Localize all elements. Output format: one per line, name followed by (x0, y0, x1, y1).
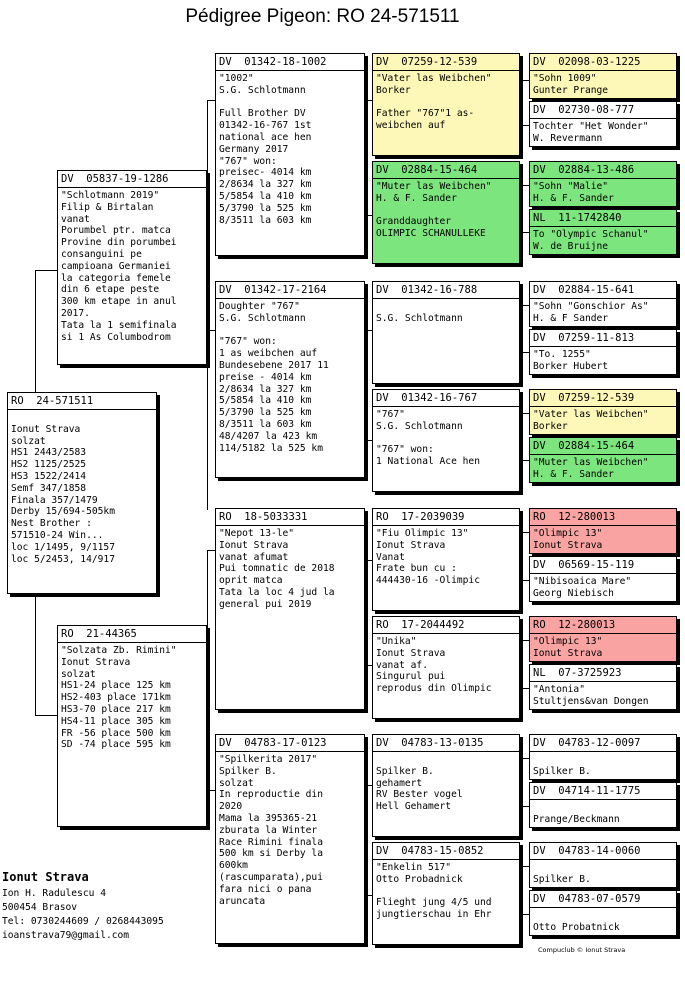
pigeon-info-line: Borker (376, 84, 411, 96)
pigeon-info-line: Otto Probatnick (533, 921, 620, 933)
pigeon-box-mmm (372, 842, 520, 945)
pigeon-info-line: gehamert (376, 777, 423, 789)
ring-number: NL 07-3725923 (530, 665, 676, 682)
pigeon-info-line: Spilker B. (219, 765, 277, 777)
pigeon-info-line: (rascumparata),pui (219, 871, 323, 883)
pigeon-info-line: Semf 347/1858 (11, 482, 87, 494)
pigeon-info-line: Ionut Strava (219, 539, 289, 551)
pigeon-info-line: 444430-16 -Olimpic (376, 575, 480, 587)
connector-line (207, 100, 215, 101)
connector-line (520, 125, 529, 126)
pigeon-info-line: Bundesebene 2017 11 (219, 359, 329, 371)
connector-line (207, 790, 215, 791)
pigeon-info-line: Ionut Strava (533, 539, 603, 551)
ring-number: RO 21-44365 (58, 626, 206, 643)
pigeon-info-line: 2020 (219, 801, 243, 813)
pigeon-info-line: Tochter "Het Wonder" (533, 121, 649, 132)
pigeon-info-line: HS2-403 place 171km (61, 692, 171, 704)
pigeon-info-line: Full Brother DV (219, 108, 306, 120)
pigeon-info-line: "Vater las Weibchen" (376, 73, 492, 84)
pigeon-info-line: 2017. (61, 307, 90, 319)
owner-name: Ionut Strava (2, 870, 89, 884)
connector-line (35, 594, 36, 716)
ring-number: DV 02098-03-1225 (530, 54, 676, 71)
pigeon-info-line (216, 325, 364, 337)
pigeon-info-line: H. & F. Sander (533, 192, 614, 204)
pigeon-box-g16 (529, 890, 677, 936)
pigeon-info-line: S.G. Schlotmann (376, 420, 463, 432)
pigeon-box-mfm (372, 616, 520, 719)
connector-line (35, 715, 57, 716)
pigeon-box-father (57, 170, 207, 365)
pigeon-info-line: vanat afumat (219, 551, 289, 563)
pigeon-box-g10 (529, 556, 677, 602)
pigeon-info-line: preisec- 4014 km (219, 167, 312, 179)
owner-email[interactable]: ioanstrava79@gmail.com (2, 930, 130, 941)
pigeon-info-line (216, 97, 364, 109)
connector-line (520, 460, 529, 461)
pigeon-info-line: 8/3511 la 603 km (219, 418, 312, 430)
pigeon-info-line: vanat (61, 213, 90, 225)
pigeon-info-line: zburata la Winter (219, 824, 318, 836)
pigeon-info-line: Race Rimini finala (219, 836, 323, 848)
pigeon-info-line: OLIMPIC SCHANULLEKE (376, 228, 486, 240)
pigeon-info-line: Frate bun cu : (376, 563, 457, 575)
pigeon-info-line: Finala 357/1479 (11, 494, 98, 506)
pigeon-info-line: Mama la 395365-21 (219, 812, 318, 824)
pigeon-info-line: 2/8634 la 327 km (219, 383, 312, 395)
pigeon-info-line: general pui 2019 (219, 598, 312, 610)
pigeon-info-line: 5/5854 la 410 km (219, 190, 312, 202)
pigeon-info-line (373, 433, 519, 445)
connector-line (35, 270, 36, 392)
pigeon-box-g15 (529, 842, 677, 888)
ring-number: RO 17-2044492 (373, 617, 519, 634)
pigeon-info-line: Provine din porumbei (61, 237, 177, 249)
ring-number: DV 02884-15-464 (530, 438, 676, 455)
pigeon-box-g4 (529, 209, 677, 255)
pigeon-info-line: H. & F Sander (533, 312, 609, 324)
pigeon-info-line: SD -74 place 595 km (61, 739, 171, 751)
pigeon-info-line: 01342-16-767 1st (219, 120, 312, 132)
pigeon-info-line: Borker (533, 420, 568, 432)
pigeon-info-line: W. de Bruijne (533, 240, 609, 252)
ring-number: NL 11-1742840 (530, 210, 676, 227)
connector-line (520, 640, 529, 641)
pigeon-box-g14 (529, 782, 677, 828)
pigeon-box-mmf (372, 734, 520, 837)
pigeon-info-line: "Fiu Olimpic 13" (376, 528, 469, 539)
pigeon-info-line: Ionut Strava (61, 656, 131, 668)
pigeon-info-line: din 6 etape peste (61, 284, 160, 296)
pigeon-info-line: si 1 As Columbodrom (61, 331, 171, 343)
ring-number: DV 02884-13-486 (530, 162, 676, 179)
connector-line (520, 352, 529, 353)
pigeon-info-line: Ionut Strava (376, 539, 446, 551)
ring-number: DV 01342-16-788 (373, 282, 519, 299)
connector-line (520, 232, 529, 233)
pigeon-info-line: HS2 1125/2525 (11, 459, 87, 471)
pigeon-info-line: W. Revermann (533, 132, 603, 144)
pigeon-box-fmf (372, 281, 520, 384)
ring-number: RO 24-571511 (8, 393, 156, 410)
pigeon-info-line: solzat (61, 668, 96, 680)
pigeon-info-line: HS3 1522/2414 (11, 470, 87, 482)
connector-line (520, 532, 529, 533)
ring-number: DV 01342-16-767 (373, 390, 519, 407)
connector-line (207, 330, 215, 331)
pigeon-info-line: Porumbel ptr. matca (61, 225, 171, 237)
pigeon-info-line: Flieght jung 4/5 und (376, 897, 492, 909)
pigeon-box-g2 (529, 101, 677, 147)
pigeon-info-line: consanguini pe (61, 248, 142, 260)
pigeon-info-line: Tata la 1 semifinala (61, 319, 177, 331)
pigeon-info-line: Filip & Birtalan (61, 201, 154, 213)
pigeon-info-line: 300 km etape in anul (61, 296, 177, 308)
connector-line (520, 688, 529, 689)
pigeon-info-line: "767" (376, 409, 405, 420)
ring-number: RO 17-2039039 (373, 509, 519, 526)
pigeon-info-line: 600km (219, 860, 248, 872)
pigeon-info-line: "767" won: (219, 155, 277, 167)
connector-line (365, 215, 372, 216)
pigeon-info-line: 1 as weibchen auf (219, 348, 318, 360)
pigeon-info-line: Spilker B. (533, 765, 591, 777)
pigeon-info-line: 48/4207 la 423 km (219, 430, 318, 442)
pigeon-info-line: HS4-11 place 305 km (61, 715, 171, 727)
connector-line (520, 580, 529, 581)
pigeon-info-line (530, 802, 676, 814)
ring-number: DV 06569-15-119 (530, 557, 676, 574)
ring-number: DV 04783-17-0123 (216, 735, 364, 752)
connector-line (520, 758, 529, 759)
pigeon-info-line: Nest Brother : (11, 518, 92, 530)
pigeon-box-g13 (529, 734, 677, 780)
connector-line (520, 185, 529, 186)
pigeon-box-fff (372, 53, 520, 156)
pigeon-info-line: Prange/Beckmann (533, 813, 620, 825)
ring-number: DV 04783-14-0060 (530, 843, 676, 860)
pigeon-box-g8 (529, 437, 677, 483)
pigeon-info-line: H. & F. Sander (533, 468, 614, 480)
pigeon-info-line: vanat af. (376, 659, 428, 671)
owner-address-line1: Ion H. Radulescu 4 (2, 888, 106, 899)
pigeon-info-line: jungtierschau in Ehr (376, 909, 492, 921)
pigeon-box-fm (215, 281, 365, 478)
pigeon-info-line: S.G. Schlotmann (376, 312, 463, 324)
pigeon-info-line: Ionut Strava (533, 647, 603, 659)
connector-line (365, 440, 372, 441)
copyright-note: Compuclub © Ionut Strava (538, 946, 626, 954)
owner-address-line2: 500454 Brasov (2, 902, 78, 913)
pigeon-box-mff (372, 508, 520, 611)
pigeon-info-line: "Muter las Weibchen" (376, 181, 492, 192)
ring-number: DV 04783-15-0852 (373, 843, 519, 860)
pigeon-info-line (373, 97, 519, 109)
pigeon-box-ff (215, 53, 365, 256)
ring-number: DV 02730-08-777 (530, 102, 676, 119)
pigeon-info-line: "Schlotmann 2019" (61, 190, 160, 201)
pigeon-info-line: loc 5/2453, 14/917 (11, 553, 115, 565)
pigeon-info-line: Germany 2017 (219, 143, 289, 155)
pigeon-info-line: aruncata (219, 895, 266, 907)
ring-number: DV 01342-17-2164 (216, 282, 364, 299)
pigeon-box-g1 (529, 53, 677, 99)
pigeon-info-line: "1002" (219, 73, 254, 84)
pigeon-info-line: "To. 1255" (533, 349, 591, 360)
ring-number: DV 04783-07-0579 (530, 891, 676, 908)
pigeon-info-line: 500 km si Derby la (219, 848, 323, 860)
ring-number: DV 02884-15-464 (373, 162, 519, 179)
pigeon-info-line: 5/5854 la 410 km (219, 395, 312, 407)
connector-line (365, 895, 372, 896)
pigeon-info-line: preise - 4014 km (219, 371, 312, 383)
pigeon-info-line: solzat (219, 777, 254, 789)
ring-number: RO 12-280013 (530, 617, 676, 634)
pigeon-info-line: HS1 2443/2583 (11, 447, 87, 459)
connector-line (520, 80, 529, 81)
pigeon-info-line: FR -56 place 500 km (61, 727, 171, 739)
pigeon-info-line: S.G. Schlotmann (219, 84, 306, 96)
connector-line (520, 413, 529, 414)
pigeon-info-line: "Antonia" (533, 684, 585, 695)
pigeon-info-line: Otto Probadnick (376, 873, 463, 885)
pigeon-info-line: Georg Niebisch (533, 587, 614, 599)
pigeon-box-g7 (529, 389, 677, 435)
pigeon-info-line: HS3-70 place 217 km (61, 703, 171, 715)
pigeon-box-mm (215, 734, 365, 944)
connector-line (35, 270, 57, 271)
pigeon-info-line: Vanat (376, 551, 405, 563)
pigeon-info-line: "Muter las Weibchen" (533, 457, 649, 468)
pigeon-info-line: "Olimpic 13" (533, 528, 603, 539)
ring-number: DV 05837-19-1286 (58, 171, 206, 188)
pigeon-info-line: Derby 15/694-505km (11, 506, 115, 518)
pigeon-info-line: Tata la loc 4 jud la (219, 586, 335, 598)
pigeon-info-line: Father "767"1 as- (376, 108, 475, 120)
pigeon-info-line: 8/3511 la 603 km (219, 214, 312, 226)
pigeon-info-line: 571510-24 Win... (11, 529, 104, 541)
pigeon-info-line (530, 910, 676, 922)
pigeon-info-line (530, 862, 676, 874)
pigeon-info-line: Ionut Strava (11, 423, 81, 435)
pigeon-box-mother (57, 625, 207, 827)
ring-number: DV 02884-15-641 (530, 282, 676, 299)
pigeon-info-line: weibchen auf (376, 120, 446, 132)
ring-number: DV 04714-11-1775 (530, 783, 676, 800)
connector-line (365, 330, 372, 331)
pigeon-info-line: S.G. Schlotmann (219, 312, 306, 324)
pigeon-info-line: "767" won: (219, 336, 277, 348)
pigeon-info-line: Ionut Strava (376, 647, 446, 659)
ring-number: DV 07259-11-813 (530, 330, 676, 347)
ring-number: DV 07259-12-539 (530, 390, 676, 407)
pigeon-box-g12 (529, 664, 677, 710)
pigeon-info-line: To "Olympic Schanul" (533, 229, 649, 240)
ring-number: DV 04783-12-0097 (530, 735, 676, 752)
connector-line (365, 560, 372, 561)
pigeon-info-line: Doughter "767" (219, 301, 300, 312)
pigeon-info-line (373, 754, 519, 766)
ring-number: DV 04783-13-0135 (373, 735, 519, 752)
ring-number: RO 12-280013 (530, 509, 676, 526)
connector-line (520, 806, 529, 807)
pigeon-box-g3 (529, 161, 677, 207)
connector-line (365, 785, 372, 786)
pigeon-box-ffm (372, 161, 520, 264)
pigeon-info-line: national ace hen (219, 131, 312, 143)
pigeon-info-line: RV Bester vogel (376, 789, 463, 801)
pigeon-info-line: fara nici o pana (219, 883, 312, 895)
pigeon-info-line: Spilker B. (376, 765, 434, 777)
connector-line (207, 550, 215, 551)
pigeon-info-line (373, 301, 519, 313)
pigeon-info-line: HS1-24 place 125 km (61, 680, 171, 692)
connector-line (520, 866, 529, 867)
pigeon-info-line: loc 1/1495, 9/1157 (11, 541, 115, 553)
pigeon-info-line: Spilker B. (533, 873, 591, 885)
connector-line (520, 305, 529, 306)
pigeon-box-g9 (529, 508, 677, 554)
owner-phone: Tel: 0730244609 / 0268443095 (2, 916, 164, 927)
pigeon-info-line: Hell Gehamert (376, 801, 452, 813)
page-title: Pédigree Pigeon: RO 24-571511 (185, 6, 460, 27)
pigeon-info-line: "767" won: (376, 444, 434, 456)
pigeon-info-line: 2/8634 la 327 km (219, 179, 312, 191)
pigeon-info-line: H. & F. Sander (376, 192, 457, 204)
pigeon-box-fmm (372, 389, 520, 492)
pigeon-info-line: la categoria femele (61, 272, 171, 284)
pigeon-box-mf (215, 508, 365, 710)
pigeon-info-line: In reproductie din (219, 789, 323, 801)
pigeon-info-line: 5/3790 la 525 km (219, 407, 312, 419)
pigeon-info-line: Singurul pui (376, 671, 446, 683)
pigeon-info-line: Stultjens&van Dongen (533, 695, 649, 707)
connector-line (520, 914, 529, 915)
pigeon-info-line: "Olimpic 13" (533, 636, 603, 647)
pigeon-info-line (373, 205, 519, 217)
pigeon-info-line (373, 886, 519, 898)
pigeon-info-line: "Enkelin 517" (376, 862, 452, 873)
connector-line (207, 550, 208, 790)
pigeon-info-line: "Spilkerita 2017" (219, 754, 318, 765)
pigeon-info-line: Gunter Prange (533, 84, 609, 96)
pigeon-info-line: campioana Germaniei (61, 260, 171, 272)
connector-line (365, 100, 372, 101)
pigeon-info-line: 114/5182 la 525 km (219, 442, 323, 454)
pigeon-info-line: "Sohn "Gonschior As" (533, 301, 649, 312)
pigeon-info-line: "Solzata Zb. Rimini" (61, 645, 177, 656)
pigeon-info-line: 1 National Ace hen (376, 456, 480, 468)
pigeon-info-line (8, 412, 156, 424)
ring-number: DV 01342-18-1002 (216, 54, 364, 71)
pigeon-info-line: "Unika" (376, 636, 417, 647)
pigeon-box-subject (7, 392, 157, 594)
pigeon-info-line: "Vater las Weibchen" (533, 409, 649, 420)
ring-number: RO 18-5033331 (216, 509, 364, 526)
pigeon-info-line: Granddaughter (376, 216, 452, 228)
pigeon-info-line: "Sohn "Malie" (533, 181, 609, 192)
pigeon-info-line: oprit matca (219, 575, 283, 587)
pigeon-info-line: Borker Hubert (533, 360, 609, 372)
pigeon-info-line: "Sohn 1009" (533, 73, 597, 84)
ring-number: DV 07259-12-539 (373, 54, 519, 71)
pigeon-info-line: "Nibisoaica Mare" (533, 576, 632, 587)
connector-line (207, 100, 208, 510)
pigeon-box-g5 (529, 281, 677, 327)
pigeon-info-line: 5/3790 la 525 km (219, 202, 312, 214)
pigeon-info-line: reprodus din Olimpic (376, 683, 492, 695)
pigeon-box-g6 (529, 329, 677, 375)
pigeon-info-line (530, 754, 676, 766)
pigeon-info-line: Pui tomnatic de 2018 (219, 563, 335, 575)
connector-line (365, 665, 372, 666)
pigeon-box-g11 (529, 616, 677, 662)
pigeon-info-line: "Nepot 13-le" (219, 528, 295, 539)
pigeon-info-line: solzat (11, 435, 46, 447)
